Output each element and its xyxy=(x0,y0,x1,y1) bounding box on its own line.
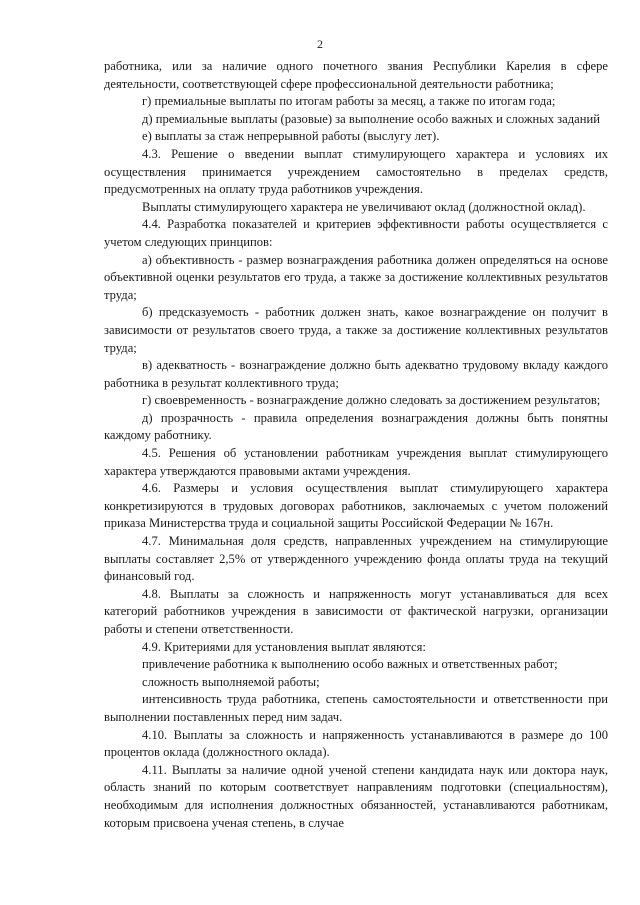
paragraph: привлечение работника к выполнению особо важных и ответственных работ; xyxy=(142,657,558,672)
paragraph: б) предсказуемость - работник должен знать, какое вознаграждение он получит в зависимости от результатов своего труда, а также за достижение коллективных результатов труда; xyxy=(104,305,608,355)
paragraph: 4.8. Выплаты за сложность и напряженность могут устанавливаться для всех категорий работников учреждения в зависимости от фактической нагрузки, организации работы и степени ответственности. xyxy=(104,586,608,636)
paragraph: 4.10. Выплаты за сложность и напряженность устанавливаются в размере до 100 процентов оклада (должностного оклада). xyxy=(104,727,608,760)
paragraph: 4.5. Решения об установлении работникам учреждения выплат стимулирующего характера утверждаются правовыми актами учреждения. xyxy=(104,446,608,478)
paragraph: е) выплаты за стаж непрерывной работы (выслугу лет). xyxy=(142,129,440,144)
paragraph: 4.9. Критериями для установления выплат являются: xyxy=(142,639,426,654)
paragraph: а) объективность - размер вознаграждения работника должен определяться на основе объективной оценки результатов его труда, а также за достижение коллективных результатов труда; xyxy=(104,252,608,302)
paragraph: д) премиальные выплаты (разовые) за выполнение особо важных и сложных заданий xyxy=(142,111,600,126)
paragraph: интенсивность труда работника, степень самостоятельности и ответственности при выполнении поставленных перед ним задач. xyxy=(104,692,608,724)
paragraph: 4.7. Минимальная доля средств, направленных учреждением на стимулирующие выплаты составляет 2,5% от утвержденного учреждению фонда оплаты труда на текущий финансовый год. xyxy=(104,534,608,584)
paragraph: работника, или за наличие одного почетного звания Республики Карелия в сфере деятельности, соответствующей сфере профессиональной деятельности работника; xyxy=(104,59,608,91)
paragraph: 4.11. Выплаты за наличие одной ученой степени кандидата наук или доктора наук, область знаний по которым соответствует направлениям подготовки (специальностям), необходимым для исполнения должностных обязанностей, устанавливаются работникам, которым присвоена ученая степень, в случае xyxy=(104,762,608,830)
paragraph: в) адекватность - вознаграждение должно быть адекватно трудовому вкладу каждого работника в результат коллективного труда; xyxy=(104,358,608,390)
paragraph: г) своевременность - вознаграждение должно следовать за достижением результатов; xyxy=(142,393,601,408)
document-body xyxy=(104,58,608,832)
paragraph: Выплаты стимулирующего характера не увеличивают оклад (должностной оклад). xyxy=(142,199,586,214)
paragraph: 4.6. Размеры и условия осуществления выплат стимулирующего характера конкретизируются в трудовых договорах работников, заключаемых с учетом положений приказа Министерства труда и социальной защиты Российской Федерации № 167н. xyxy=(104,481,608,531)
paragraph: г) премиальные выплаты по итогам работы за месяц, а также по итогам года; xyxy=(142,94,556,109)
paragraph: 4.3. Решение о введении выплат стимулирующего характера и условиях их осуществления принимается учреждением самостоятельно в пределах средств, предусмотренных на оплату труда работников учреждения. xyxy=(104,146,608,197)
paragraph: сложность выполняемой работы; xyxy=(142,674,320,689)
paragraph: 4.4. Разработка показателей и критериев эффективности работы осуществляется с учетом следующих принципов: xyxy=(104,217,608,249)
page-number: 2 xyxy=(317,37,323,51)
paragraph: д) прозрачность - правила определения вознаграждения должны быть понятны каждому работнику. xyxy=(104,410,608,443)
